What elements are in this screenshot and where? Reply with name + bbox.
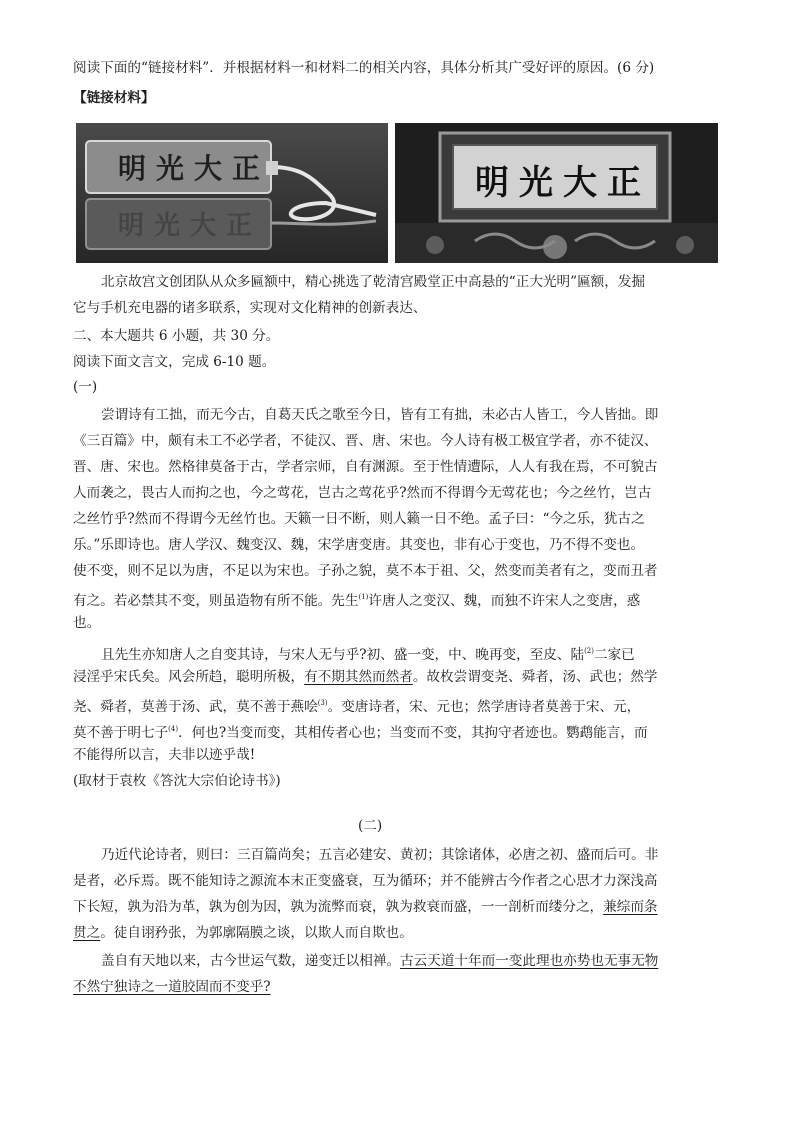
underlined-sentence: 古云天道十年而一变此理也亦势也无事无物 xyxy=(400,953,659,969)
right-plaque-text: 明光大正 xyxy=(475,163,651,203)
passage1-line: 使不变，则不足以为唐，不足以为宋也。子孙之貌，莫不本于祖、父，然变而美者有之，变而丑者 xyxy=(73,563,658,579)
question-text: 阅读下面的“链接材料”．并根据材料一和材料二的相关内容，具体分析其广受好评的原因。(6 分) xyxy=(73,60,655,76)
charger-illustration xyxy=(76,123,388,263)
footnote-marker: (1) xyxy=(358,593,369,601)
passage1-text: 。变唐诗者，宋、元也；然学唐诗者莫善于宋、元， xyxy=(327,699,641,715)
caption-line-2: 它与手机充电器的诸多联系，实现对文化精神的创新表达、 xyxy=(73,300,427,316)
passage1-text: 且先生亦知唐人之自变其诗，与宋人无与乎?初、盛一变，中、晚再变，至皮、陆 xyxy=(101,647,585,663)
part-two-label: (二) xyxy=(358,818,383,834)
underlined-phrase: 贯之 xyxy=(73,925,101,941)
passage1-line: 晋、唐、宋也。然格律莫备于古，学者宗师，自有渊源。至于性情遭际，人人有我在焉，不可貌古 xyxy=(73,459,658,475)
passage1-line: 乐。”乐即诗也。唐人学汉、魏变汉、魏，宋学唐变唐。其变也，非有心于变也，乃不得不变也。 xyxy=(73,537,645,553)
part-one-label: (一) xyxy=(73,379,98,395)
passage2-line xyxy=(73,897,658,917)
passage1-line: 也。 xyxy=(73,615,101,631)
passage2-line xyxy=(101,951,658,971)
footnote-marker: (4) xyxy=(168,725,179,733)
section-instruction: 阅读下面文言文，完成 6-10 题。 xyxy=(73,354,276,370)
passage1-line xyxy=(73,667,658,687)
passage1-source: (取材于袁枚《答沈大宗伯论诗书》) xyxy=(73,773,281,789)
passage2-line: 乃近代论诗者，则曰：三百篇尚矣；五言必建安、黄初；其馀诸体，必唐之初、盛而后可。非 xyxy=(101,847,659,863)
passage1-line: 尝谓诗有工拙，而无今古，自葛天氏之歌至今日，皆有工有拙，未必古人皆工，今人皆拙。即 xyxy=(101,407,659,423)
passage1-line: 之丝竹乎?然而不得谓今无丝竹也。天籁一日不断，则人籁一日不绝。孟子曰：“今之乐，犹古之 xyxy=(73,511,645,527)
charger-photo xyxy=(76,123,388,263)
passage1-text: 。故枚尝谓变尧、舜者，汤、武也；然学 xyxy=(412,669,658,685)
passage2-text: 。徒自诩矜张，为郭廓隔膜之谈，以欺人而自欺也。 xyxy=(100,925,413,941)
passage2-text: 盖自有天地以来，古今世运气数，递变迁以相禅。 xyxy=(101,953,401,969)
left-plaque-text: 明光大正 xyxy=(118,152,271,185)
passage2-text: 下长短，孰为沿为革，孰为创为因，孰为流弊而衰，孰为救衰而盛，一一剖析而缕分之， xyxy=(73,899,604,915)
passage1-line: 《三百篇》中，颇有未工不必学者，不徒汉、晋、唐、宋也。今人诗有极工极宜学者，亦不徒汉、 xyxy=(73,433,658,449)
passage2-line: 是者，必斥焉。既不能知诗之源流本末正变盛衰，互为循环；并不能辨古今作者之心思才力深浅高 xyxy=(73,873,658,889)
passage1-text: ．何也?当变而变，其相传者心也；当变而不变，其拘守者迹也。鹦鹉能言，而 xyxy=(178,725,648,741)
passage1-line xyxy=(73,587,640,611)
passage1-text: 尧、舜者，莫善于汤、武，莫不善于燕哙 xyxy=(73,699,318,715)
passage1-text: 二家已 xyxy=(594,647,635,663)
underlined-sentence: 有不期其然而然者 xyxy=(304,669,413,685)
passage1-line: 人而袭之，畏古人而拘之也，今之莺花，岂古之莺花乎?然而不得谓今无莺花也；今之丝竹，岂古 xyxy=(73,485,652,501)
passage2-line xyxy=(73,923,413,943)
passage1-text: 莫不善于明七子 xyxy=(73,725,169,741)
underlined-sentence: 不然宁独诗之一道胶固而不变乎? xyxy=(73,979,271,995)
caption-line-1: 北京故宫文创团队从众多匾额中，精心挑选了乾清宫殿堂正中高悬的“正大光明”匾额，发掘 xyxy=(101,274,646,290)
passage1-line xyxy=(73,719,648,743)
footnote-marker: (2) xyxy=(584,647,594,655)
passage1-line: 不能得所以言，夫非以迹乎哉! xyxy=(73,747,256,763)
footnote-marker: (3) xyxy=(317,699,328,707)
passage1-text: 有之。若必禁其不变，则虽造物有所不能。先生 xyxy=(73,593,359,609)
passage1-line xyxy=(101,641,635,665)
passage2-line xyxy=(73,977,271,997)
link-material-header: 【链接材料】 xyxy=(73,90,155,106)
underlined-phrase: 兼综而条 xyxy=(603,899,658,915)
passage1-line xyxy=(73,693,640,717)
section-header: 二、本大题共 6 小题，共 30 分。 xyxy=(73,328,280,344)
left-plaque-reflection: 明光大正 xyxy=(118,211,263,241)
palace-plaque-photo xyxy=(395,123,718,263)
passage1-text: 浸淫乎宋氏矣。风会所趋，聪明所极， xyxy=(73,669,305,685)
passage1-text: 许唐人之变汉、魏，而独不许宋人之变唐，惑 xyxy=(368,593,641,609)
